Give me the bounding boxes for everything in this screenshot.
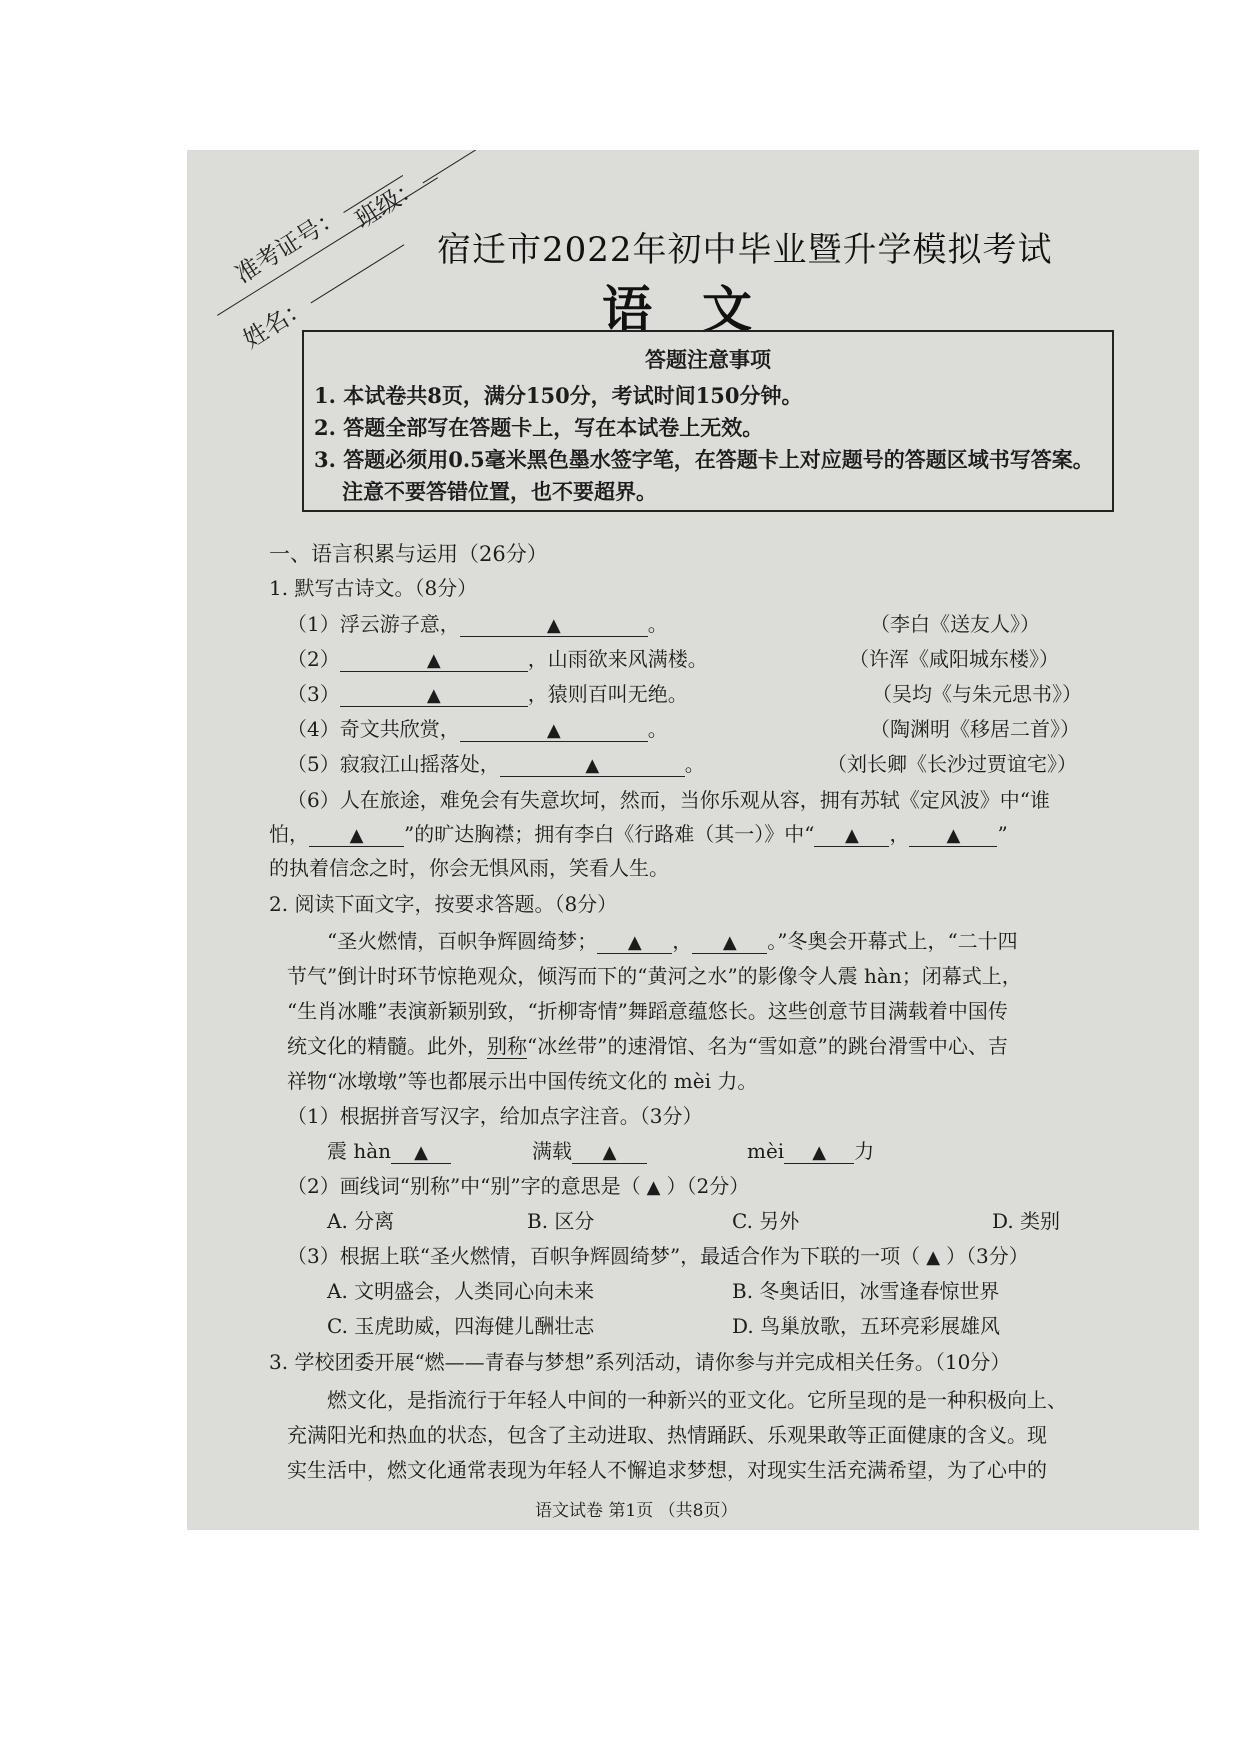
answer-blank <box>909 822 997 847</box>
q2-sub3-option-b: B. 冬奥话旧，冰雪逢春惊世界 <box>732 1279 1000 1303</box>
q3-passage-line2: 充满阳光和热血的状态，包含了主动进取、热情踊跃、乐观果敢等正面健康的含义。现 <box>287 1423 1047 1447</box>
q1-item-1-after: 。 <box>647 612 668 636</box>
notice-item-3-cont: 注意不要答错位置，也不要超界。 <box>342 479 657 504</box>
answer-blank <box>692 929 767 954</box>
q2-sub2-option-d: D. 类别 <box>992 1209 1061 1233</box>
q2-sub2-option-b: B. 区分 <box>527 1209 595 1233</box>
answer-blank <box>814 822 889 847</box>
q2-sub2-stem <box>287 1170 749 1199</box>
ticket-label: 准考证号： <box>230 201 347 289</box>
q2-stem: 2. 阅读下面文字，按要求答题。（8分） <box>269 892 618 916</box>
triangle-marker-icon: ▲ <box>349 825 364 846</box>
q2-sub1-item-c <box>747 1135 874 1164</box>
q1-item-6-line2a: 怕， <box>269 822 309 846</box>
q1-item-6-line2c: ， <box>889 822 910 846</box>
answer-blank <box>597 929 672 954</box>
triangle-marker-icon: ▲ <box>646 1177 661 1198</box>
q2-sub3b: ）（3分） <box>946 1244 1029 1268</box>
name-label: 姓名： <box>238 291 315 354</box>
q2-sub2-option-c: C. 另外 <box>732 1209 800 1233</box>
q1-item-5 <box>287 748 705 777</box>
triangle-marker-icon: ▲ <box>546 720 561 741</box>
q2-p4c: “冰丝带”的速滑馆、名为“雪如意”的跳台滑雪中心、吉 <box>527 1034 1008 1058</box>
answer-blank <box>460 612 648 637</box>
q1-item-5-source: （刘长卿《长沙过贾谊宅》） <box>827 752 1077 776</box>
q2-sub1-c-after: 力 <box>854 1139 875 1163</box>
triangle-marker-icon: ▲ <box>426 685 441 706</box>
q2-sub1-item-b <box>532 1135 647 1164</box>
q1-item-2-after: ，山雨欲来风满楼。 <box>527 647 708 671</box>
page-footer: 语文试卷 第1页 （共8页） <box>535 1501 738 1521</box>
q3-passage-line1: 燃文化，是指流行于年轻人中间的一种新兴的亚文化。它所呈现的是一种积极向上、 <box>327 1388 1067 1412</box>
q2-sub3-option-d: D. 鸟巢放歌，五环亮彩展雄风 <box>732 1314 1001 1338</box>
q1-item-4 <box>287 713 668 742</box>
q2-p1c: 。”冬奥会开幕式上，“二十四 <box>767 929 1018 953</box>
answer-blank <box>784 1139 854 1164</box>
section-heading: 一、语言积累与运用（26分） <box>269 542 548 566</box>
answer-blank <box>309 822 404 847</box>
triangle-marker-icon: ▲ <box>845 825 859 846</box>
class-label: 班级： <box>350 171 427 234</box>
answer-blank <box>340 647 528 672</box>
answer-blank <box>500 752 685 777</box>
q1-item-3 <box>287 678 688 707</box>
q2-sub3-stem <box>287 1240 1029 1269</box>
q1-item-2 <box>287 643 708 672</box>
q1-item-6-line2b: ”的旷达胸襟；拥有李白《行路难（其一）》中“ <box>404 822 815 846</box>
q1-item-1 <box>287 608 668 637</box>
q2-p1a: “圣火燃情，百帜争辉圆绮梦； <box>327 929 598 953</box>
answer-blank <box>340 682 528 707</box>
q2-sub1-item-a <box>327 1135 451 1164</box>
exam-sheet <box>187 150 1199 1530</box>
q1-item-3-before: （3） <box>287 682 340 706</box>
q1-item-5-before: （5）寂寂江山摇落处， <box>287 752 500 776</box>
triangle-marker-icon: ▲ <box>812 1142 827 1163</box>
q1-item-4-source: （陶渊明《移居二首》） <box>870 717 1080 741</box>
q1-item-4-after: 。 <box>647 717 668 741</box>
triangle-marker-icon: ▲ <box>946 825 961 846</box>
q2-sub1-stem: （1）根据拼音写汉字，给加点字注音。（3分） <box>287 1104 703 1128</box>
notice-item-3: 3. 答题必须用0.5毫米黑色墨水签字笔，在答题卡上对应题号的答题区域书写答案。 <box>314 447 1094 472</box>
q2-sub1-b-label: 满载 <box>532 1139 572 1163</box>
q1-item-1-before: （1）浮云游子意， <box>287 612 460 636</box>
name-line <box>311 244 405 303</box>
answer-blank <box>391 1139 451 1164</box>
q2-p4a: 统文化的精髓。此外， <box>287 1034 487 1058</box>
class-line <box>423 150 483 183</box>
underlined-word-biecheng: 别称 <box>487 1034 527 1058</box>
q1-item-3-after: ，猿则百叫无绝。 <box>527 682 688 706</box>
subject-title: 语文 <box>602 280 802 339</box>
triangle-marker-icon: ▲ <box>414 1142 428 1163</box>
q2-sub3-option-c: C. 玉虎助威，四海健儿酬壮志 <box>327 1314 595 1338</box>
triangle-marker-icon: ▲ <box>627 932 642 953</box>
notice-heading: 答题注意事项 <box>645 347 771 372</box>
triangle-marker-icon: ▲ <box>602 1142 617 1163</box>
triangle-marker-icon: ▲ <box>546 615 561 636</box>
q2-sub3-option-a: A. 文明盛会，人类同心向未来 <box>327 1279 595 1303</box>
q2-sub3a: （3）根据上联“圣火燃情，百帜争辉圆绮梦”，最适合作为下联的一项（ <box>287 1244 921 1268</box>
q1-item-1-source: （李白《送友人》） <box>870 612 1040 636</box>
exam-title: 宿迁市2022年初中毕业暨升学模拟考试 <box>437 230 1053 270</box>
q1-item-5-after: 。 <box>684 752 705 776</box>
notice-item-2: 2. 答题全部写在答题卡上，写在本试卷上无效。 <box>314 415 764 440</box>
q2-sub2a: （2）画线词“别称”中“别”字的意思是（ <box>287 1174 641 1198</box>
answer-blank <box>572 1139 647 1164</box>
q2-passage-line4 <box>287 1030 1008 1059</box>
q3-stem: 3. 学校团委开展“燃——青春与梦想”系列活动，请你参与并完成相关任务。（10分） <box>269 1350 1011 1374</box>
q1-item-3-source: （吴均《与朱元思书》） <box>872 682 1082 706</box>
triangle-marker-icon: ▲ <box>585 755 600 776</box>
q2-passage-line1 <box>327 925 1018 954</box>
q1-item-4-before: （4）奇文共欣赏， <box>287 717 460 741</box>
q2-passage-line5: 祥物“冰墩墩”等也都展示出中国传统文化的 mèi 力。 <box>287 1069 758 1093</box>
notice-box <box>302 330 1114 512</box>
triangle-marker-icon: ▲ <box>426 650 441 671</box>
q2-sub2b: ）（2分） <box>666 1174 750 1198</box>
q3-passage-line3: 实生活中，燃文化通常表现为年轻人不懈追求梦想，对现实生活充满希望，为了心中的 <box>287 1458 1047 1482</box>
q1-item-6-line3: 的执着信念之时，你会无惧风雨，笑看人生。 <box>269 856 669 880</box>
q1-item-6-line2 <box>269 818 1008 847</box>
q1-item-6-line2d: ” <box>997 822 1008 846</box>
q2-passage-line3: “生肖冰雕”表演新颖别致，“折柳寄情”舞蹈意蕴悠长。这些创意节目满载着中国传 <box>287 999 1008 1023</box>
q2-sub2-option-a: A. 分离 <box>327 1209 395 1233</box>
q2-p1b: ， <box>672 929 693 953</box>
q2-passage-line2: 节气”倒计时环节惊艳观众，倾泻而下的“黄河之水”的影像令人震 hàn；闭幕式上， <box>287 964 1022 988</box>
answer-blank <box>460 717 648 742</box>
q1-item-2-source: （许浑《咸阳城东楼》） <box>849 647 1059 671</box>
triangle-marker-icon: ▲ <box>722 932 737 953</box>
triangle-marker-icon: ▲ <box>926 1247 941 1268</box>
q2-sub1-a-label: 震 hàn <box>327 1139 392 1163</box>
q1-item-2-before: （2） <box>287 647 340 671</box>
notice-item-1: 1. 本试卷共8页，满分150分，考试时间150分钟。 <box>314 383 803 408</box>
q1-item-6-line1: （6）人在旅途，难免会有失意坎坷，然而，当你乐观从容，拥有苏轼《定风波》中“谁 <box>287 788 1050 812</box>
q2-sub1-c-label: mèi <box>747 1139 785 1163</box>
q1-stem: 1. 默写古诗文。（8分） <box>269 576 478 600</box>
